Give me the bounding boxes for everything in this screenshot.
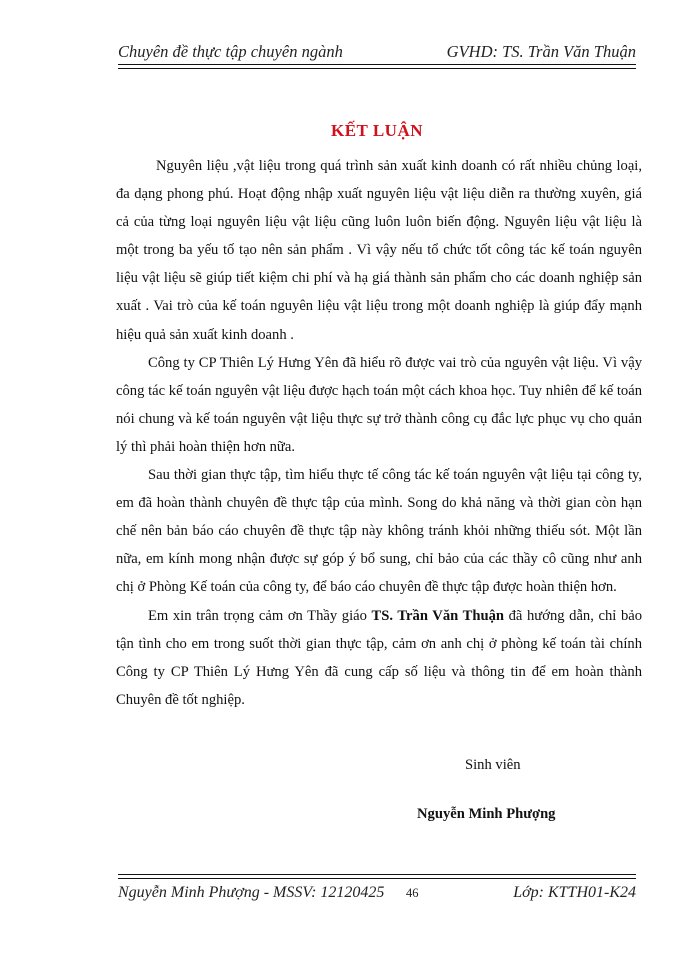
signature-label: Sinh viên bbox=[465, 757, 521, 773]
document-body bbox=[116, 152, 642, 714]
paragraph-4-rest: đã hướng dẫn, chỉ bảo tận tình cho em trong suốt thời gian thực tập, cảm ơn anh chị ở phòng kế toán tài chính Công ty CP Thiên Lý Hưng Yên đã cung cấp số liệu và thông tin để em hoàn thành Chuyên đề tốt nghiệp. bbox=[116, 607, 643, 708]
advisor-name: TS. Trần Văn Thuận bbox=[371, 607, 504, 624]
page-footer bbox=[118, 884, 636, 906]
footer-right-text: Lớp: KTTH01-K24 bbox=[513, 884, 636, 901]
paragraph-4 bbox=[116, 602, 642, 714]
paragraph-2: Công ty CP Thiên Lý Hưng Yên đã hiểu rõ được vai trò của nguyên vật liệu. Vì vậy công tác kế toán nguyên vật liệu được hạch toán một cách khoa học. Tuy nhiên để kế toán nói chung và kế toán nguyên vật liệu thực sự trở thành công cụ đắc lực phục vụ cho quản lý thì phải hoàn thiện hơn nữa. bbox=[116, 354, 642, 455]
footer-rule-thin bbox=[118, 878, 636, 879]
paragraph-4-intro: Em xin trân trọng cảm ơn Thầy giáo bbox=[148, 607, 372, 624]
page-number: 46 bbox=[406, 886, 419, 900]
header-left-text: Chuyên đề thực tập chuyên ngành bbox=[118, 42, 343, 61]
signature-name: Nguyễn Minh Phượng bbox=[417, 806, 556, 822]
paragraph-3: Sau thời gian thực tập, tìm hiểu thực tế công tác kế toán nguyên vật liệu tại công ty, em đã hoàn thành chuyên đề thực tập của mình. Song do khả năng và thời gian còn hạn chế nên bản báo cáo chuyên đề thực tập này không tránh khỏi những thiếu sót. Một lần nữa, em kính mong nhận được sự góp ý bổ sung, chỉ bảo của các thầy cô cũng như anh chị ở Phòng Kế toán của công ty, để báo cáo chuyên đề thực tập được hoàn thiện hơn. bbox=[116, 467, 642, 596]
footer-rule bbox=[118, 874, 636, 875]
paragraph-1: Nguyên liệu ,vật liệu trong quá trình sản xuất kinh doanh có rất nhiều chủng loại, đa dạng phong phú. Hoạt động nhập xuất nguyên liệu vật liệu diễn ra thường xuyên, giá cả của từng loại nguyên liệu vật liệu cũng luôn luôn biến động. Nguyên liệu vật liệu là một trong ba yếu tố tạo nên sản phẩm . Vì vậy nếu tổ chức tốt công tác kế toán nguyên liệu vật liệu sẽ giúp tiết kiệm chi phí và hạ giá thành sản phẩm cho các doanh nghiệp sản xuất . Vai trò của kế toán nguyên liệu vật liệu trong một doanh nghiệp là giúp đẩy mạnh hiệu quả sản xuất kinh doanh . bbox=[116, 158, 642, 343]
footer-left-text: Nguyễn Minh Phượng - MSSV: 12120425 bbox=[118, 884, 385, 901]
page-title: KẾT LUẬN bbox=[330, 121, 423, 140]
header-right-text: GVHD: TS. Trần Văn Thuận bbox=[446, 42, 636, 61]
header-rule bbox=[118, 68, 636, 69]
page-header bbox=[118, 38, 636, 65]
